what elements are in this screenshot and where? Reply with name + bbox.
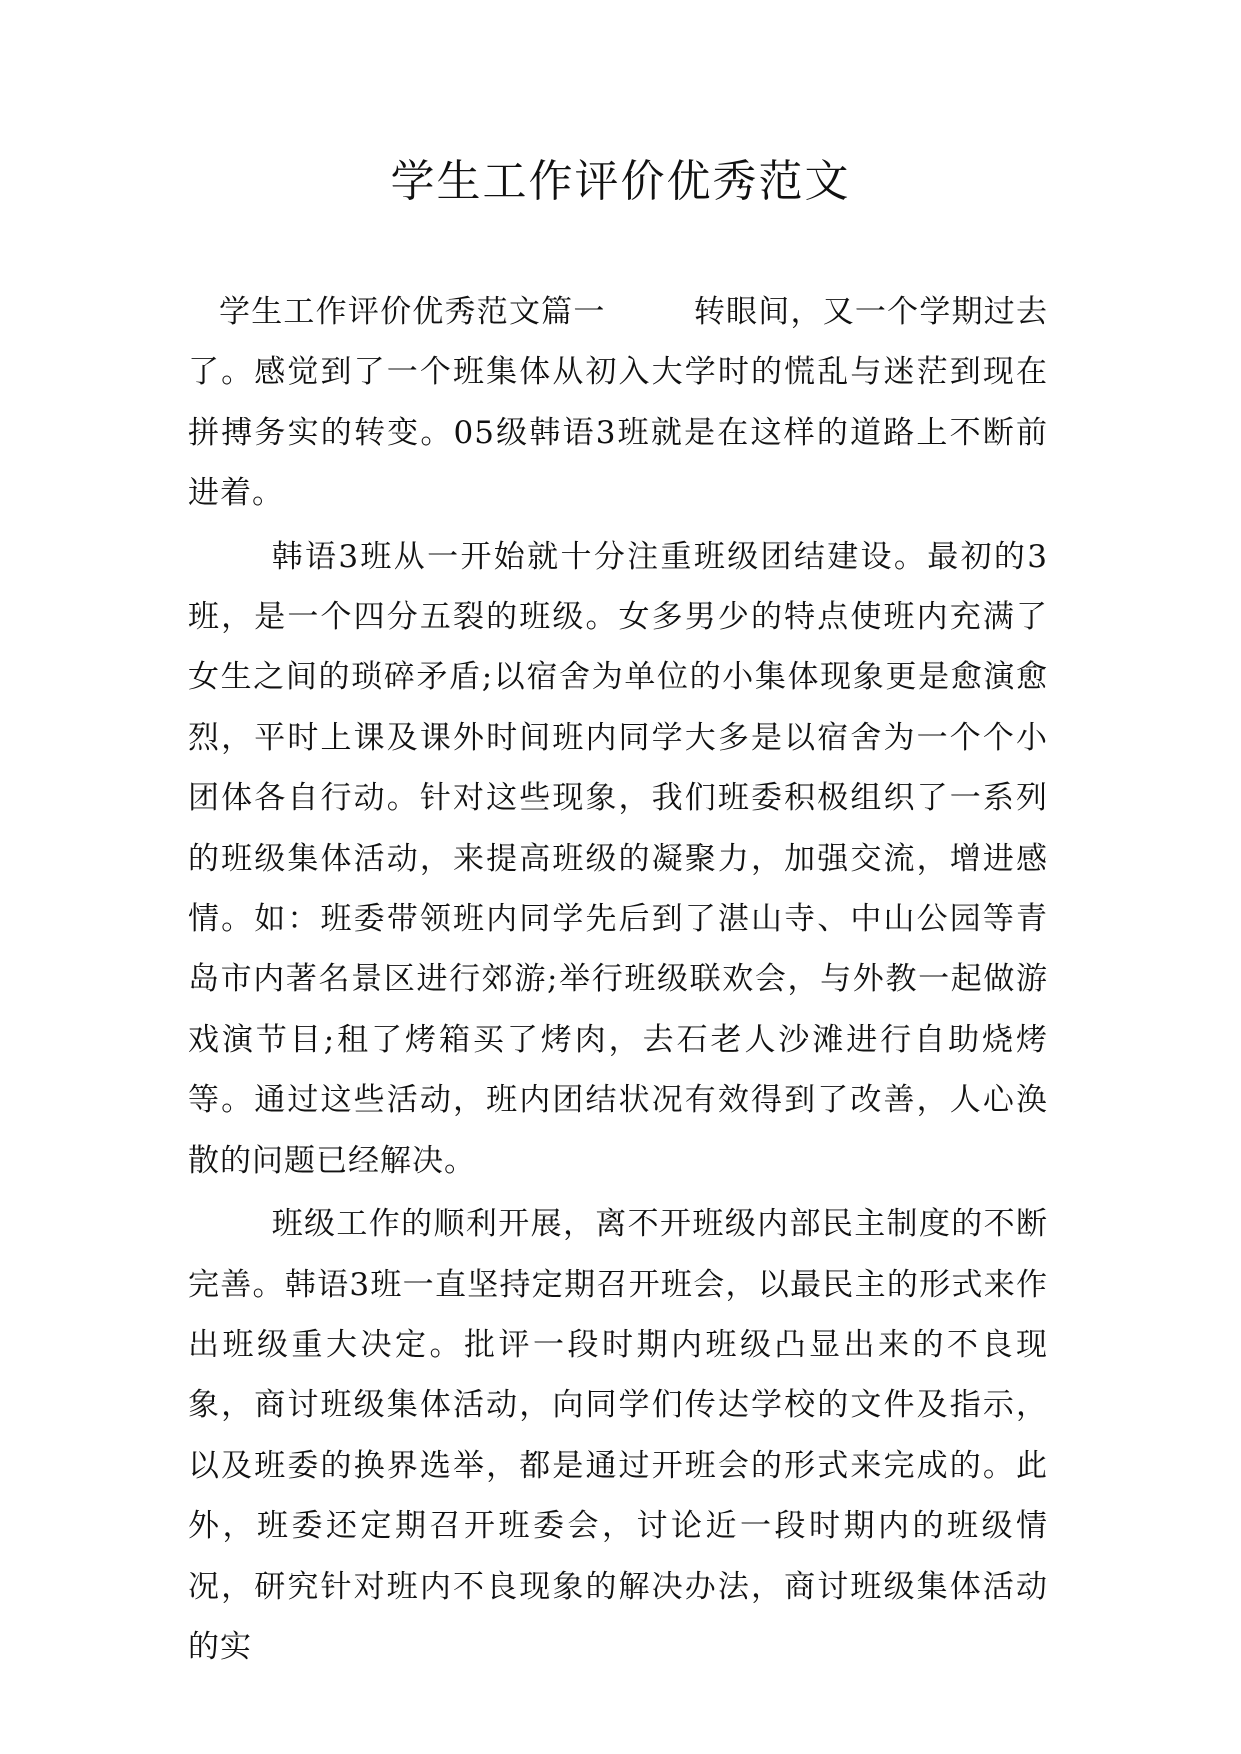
document-body [188, 282, 1048, 1677]
paragraph-2: 韩语3班从一开始就十分注重班级团结建设。最初的3班，是一个四分五裂的班级。女多男少的特点使班内充满了女生之间的琐碎矛盾;以宿舍为单位的小集体现象更是愈演愈烈，平时上课及课外时间班内同学大多是以宿舍为一个个小团体各自行动。针对这些现象，我们班委积极组织了一系列的班级集体活动，来提高班级的凝聚力，加强交流，增进感情。如：班委带领班内同学先后到了湛山寺、中山公园等青岛市内著名景区进行郊游;举行班级联欢会，与外教一起做游戏演节目;租了烤箱买了烤肉，去石老人沙滩进行自助烧烤等。通过这些活动，班内团结状况有效得到了改善，人心涣散的问题已经解决。 [188, 538, 1048, 1179]
paragraph-3: 班级工作的顺利开展，离不开班级内部民主制度的不断完善。韩语3班一直坚持定期召开班会，以最民主的形式来作出班级重大决定。批评一段时期内班级凸显出来的不良现象，商讨班级集体活动，向同学们传达学校的文件及指示，以及班委的换界选举，都是通过开班会的形式来完成的。此外，班委还定期召开班委会，讨论近一段时期内的班级情况，研究针对班内不良现象的解决办法，商讨班级集体活动的实 [188, 1206, 1048, 1665]
paragraph-1 [188, 282, 1048, 524]
section-heading: 学生工作评价优秀范文篇一 [219, 294, 606, 330]
paragraph-1-text: 转眼间，又一个学期过去了。感觉到了一个班集体从初入大学时的慌乱与迷茫到现在拼搏务实的转变。05级韩语3班就是在这样的道路上不断前进着。 [188, 294, 1048, 512]
document-title: 学生工作评价优秀范文 [390, 156, 851, 207]
